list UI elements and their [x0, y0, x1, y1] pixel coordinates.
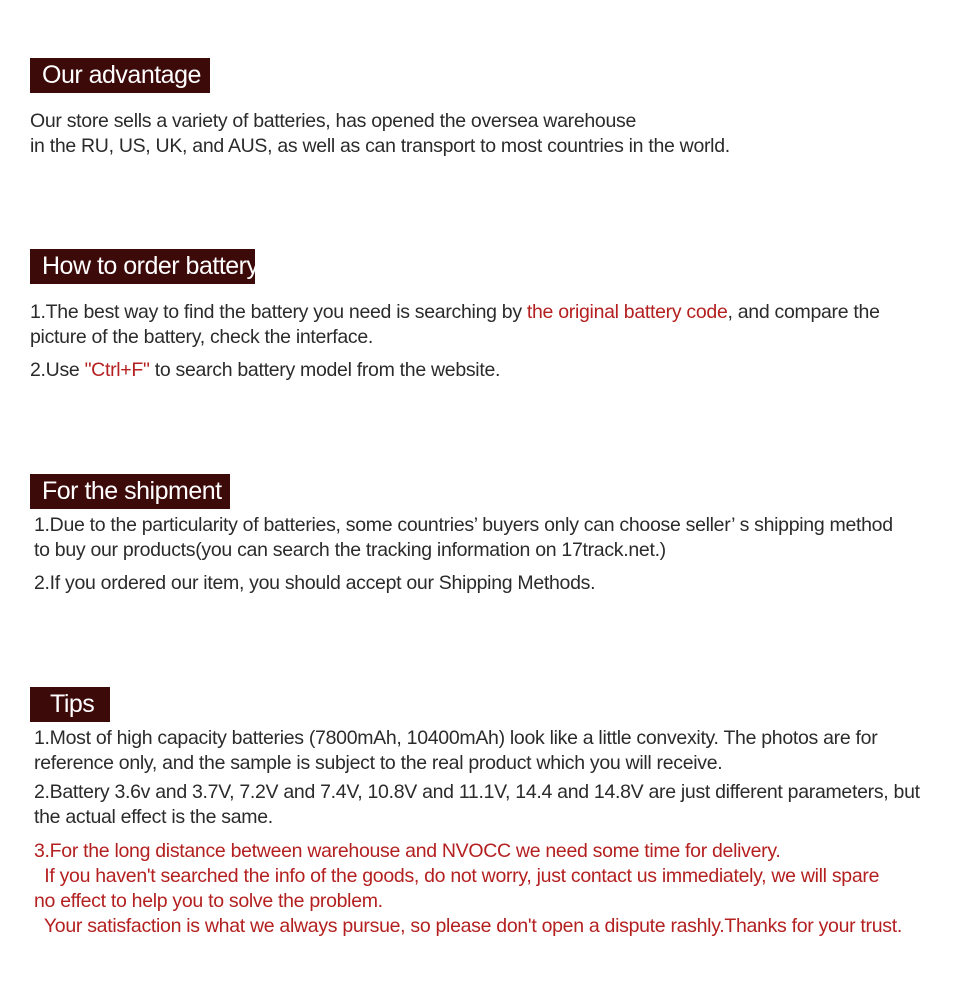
order-p2-highlight: "Ctrl+F" [84, 359, 150, 381]
tips-paragraph-3-line-4: Your satisfaction is what we always pursue, so please don't open a dispute rashly.Thanks for your trust. [34, 915, 902, 937]
tips-paragraph-1-line-1: 1.Most of high capacity batteries (7800mAh, 10400mAh) look like a little convexity. The photos are for [34, 727, 878, 749]
tips-paragraph-3-line-3: no effect to help you to solve the problem. [34, 890, 383, 912]
order-paragraph-1-line-2: picture of the battery, check the interface. [30, 326, 374, 348]
section-heading-shipment: For the shipment [30, 474, 230, 509]
section-heading-order: How to order battery [30, 249, 255, 284]
tips-paragraph-2-line-1: 2.Battery 3.6v and 3.7V, 7.2V and 7.4V, 10.8V and 11.1V, 14.4 and 14.8V are just different parameters, but [34, 781, 920, 803]
order-paragraph-2 [30, 358, 500, 383]
section-heading-advantage: Our advantage [30, 58, 210, 93]
advantage-line-2: in the RU, US, UK, and AUS, as well as can transport to most countries in the world. [30, 135, 730, 157]
order-paragraph-1 [30, 300, 880, 325]
shipment-paragraph-2: 2.If you ordered our item, you should accept our Shipping Methods. [34, 572, 596, 594]
tips-paragraph-2-line-2: the actual effect is the same. [34, 806, 273, 828]
section-heading-tips: Tips [30, 687, 110, 722]
order-p1-highlight: the original battery code [526, 301, 728, 323]
tips-paragraph-3-line-2: If you haven't searched the info of the goods, do not worry, just contact us immediately, we will spare [34, 865, 880, 887]
shipment-paragraph-1-line-1: 1.Due to the particularity of batteries, some countries’ buyers only can choose seller’ s shipping method [34, 514, 893, 536]
advantage-line-1: Our store sells a variety of batteries, has opened the oversea warehouse [30, 110, 636, 132]
tips-paragraph-1-line-2: reference only, and the sample is subject to the real product which you will receive. [34, 752, 723, 774]
order-p2-suffix: to search battery model from the website. [149, 359, 501, 381]
tips-paragraph-3-line-1: 3.For the long distance between warehouse and NVOCC we need some time for delivery. [34, 840, 781, 862]
order-p1-suffix: , and compare the [727, 301, 880, 323]
order-p2-prefix: 2.Use [30, 359, 85, 381]
shipment-paragraph-1-line-2: to buy our products(you can search the tracking information on 17track.net.) [34, 539, 666, 561]
order-p1-prefix: 1.The best way to find the battery you need is searching by [30, 301, 527, 323]
